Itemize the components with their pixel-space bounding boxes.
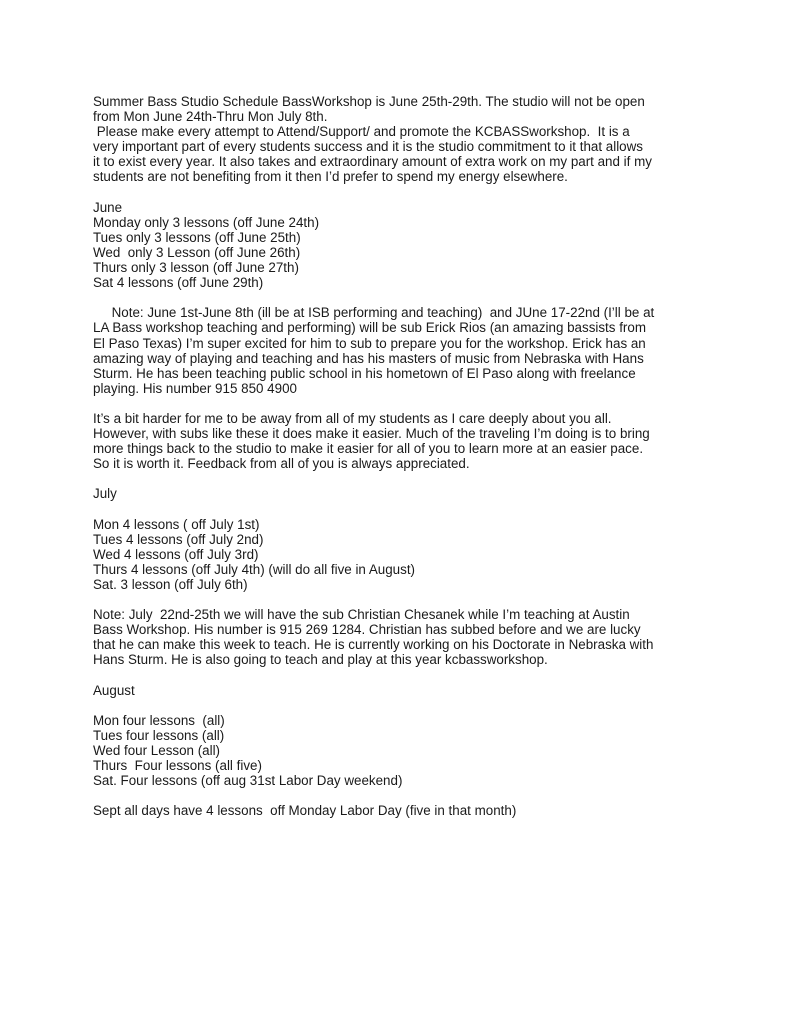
month-heading: July	[93, 486, 117, 502]
intro-paragraph	[93, 94, 713, 185]
text-line: Note: July 22nd-25th we will have the sub Christian Chesanek while I’m teaching at Austin	[93, 607, 630, 623]
july-schedule	[93, 517, 713, 592]
text-line: It’s a bit harder for me to be away from all of my students as I care deeply about you all.	[93, 410, 612, 426]
schedule-line: Wed 4 lessons (off July 3rd)	[93, 546, 259, 562]
text-line: Bass Workshop. His number is 915 269 1284. Christian has subbed before and we are lucky	[93, 622, 641, 638]
text-line: amazing way of playing and teaching and has his masters of music from Nebraska with Hans	[93, 350, 644, 366]
schedule-line: Wed only 3 Lesson (off June 26th)	[93, 244, 301, 260]
text-line: very important part of every students success and it is the studio commitment to it that allows	[93, 139, 643, 155]
text-line: Sturm. He has been teaching public school in his hometown of El Paso along with freelance	[93, 365, 636, 381]
text-line: Please make every attempt to Attend/Support/ and promote the KCBASSworkshop. It is a	[93, 124, 630, 140]
schedule-line: Tues 4 lessons (off July 2nd)	[93, 531, 264, 547]
september-paragraph	[93, 803, 713, 818]
june-schedule	[93, 200, 713, 291]
august-schedule	[93, 713, 713, 788]
text-line: So it is worth it. Feedback from all of you is always appreciated.	[93, 456, 470, 472]
schedule-line: Wed four Lesson (all)	[93, 743, 221, 759]
july-note-paragraph	[93, 607, 713, 667]
text-line: from Mon June 24th-Thru Mon July 8th.	[93, 109, 328, 125]
paragraph-gap	[93, 698, 713, 713]
schedule-line: Tues only 3 lessons (off June 25th)	[93, 229, 301, 245]
month-heading: August	[93, 682, 135, 698]
text-line: However, with subs like these it does make it easier. Much of the traveling I’m doing is to bring	[93, 426, 650, 442]
text-line: playing. His number 915 850 4900	[93, 380, 297, 396]
paragraph-gap	[93, 471, 713, 486]
schedule-line: Sat 4 lessons (off June 29th)	[93, 275, 264, 291]
text-line: it to exist every year. It also takes and extraordinary amount of extra work on my part and if my	[93, 154, 652, 170]
text-line: more things back to the studio to make it easier for all of you to learn more at an easier pace.	[93, 441, 644, 457]
text-line: students are not benefiting from it then I’d prefer to spend my energy elsewhere.	[93, 169, 568, 185]
schedule-line: Thurs Four lessons (all five)	[93, 758, 262, 774]
paragraph-gap	[93, 788, 713, 803]
paragraph-gap	[93, 396, 713, 411]
paragraph-gap	[93, 592, 713, 607]
text-line: Hans Sturm. He is also going to teach and play at this year kcbassworkshop.	[93, 652, 548, 668]
august-heading-block	[93, 683, 713, 698]
text-line: Summer Bass Studio Schedule BassWorkshop is June 25th-29th. The studio will not be open	[93, 94, 645, 109]
schedule-line: Thurs only 3 lesson (off June 27th)	[93, 260, 299, 276]
paragraph-gap	[93, 668, 713, 683]
schedule-line: Monday only 3 lessons (off June 24th)	[93, 214, 320, 230]
paragraph-gap	[93, 185, 713, 200]
schedule-line: Thurs 4 lessons (off July 4th) (will do all five in August)	[93, 561, 416, 577]
paragraph-gap	[93, 290, 713, 305]
document-body	[93, 94, 713, 819]
schedule-line: Sept all days have 4 lessons off Monday Labor Day (five in that month)	[93, 803, 517, 819]
schedule-line: Sat. 3 lesson (off July 6th)	[93, 577, 248, 592]
text-line: El Paso Texas) I’m super excited for him to sub to prepare you for the workshop. Erick has an	[93, 335, 646, 351]
schedule-line: Sat. Four lessons (off aug 31st Labor Day weekend)	[93, 773, 403, 789]
text-line: Note: June 1st-June 8th (ill be at ISB performing and teaching) and JUne 17-22nd (I’ll be at	[93, 305, 655, 321]
july-heading-block	[93, 486, 713, 501]
schedule-line: Mon 4 lessons ( off July 1st)	[93, 516, 260, 532]
paragraph-gap	[93, 502, 713, 517]
text-line: LA Bass workshop teaching and performing) will be sub Erick Rios (an amazing bassists from	[93, 320, 646, 336]
schedule-line: Mon four lessons (all)	[93, 712, 225, 728]
students-paragraph	[93, 411, 713, 471]
text-line: that he can make this week to teach. He is currently working on his Doctorate in Nebraska with	[93, 637, 654, 653]
june-note-paragraph	[93, 305, 713, 396]
schedule-line: Tues four lessons (all)	[93, 727, 225, 743]
month-heading: June	[93, 199, 123, 215]
